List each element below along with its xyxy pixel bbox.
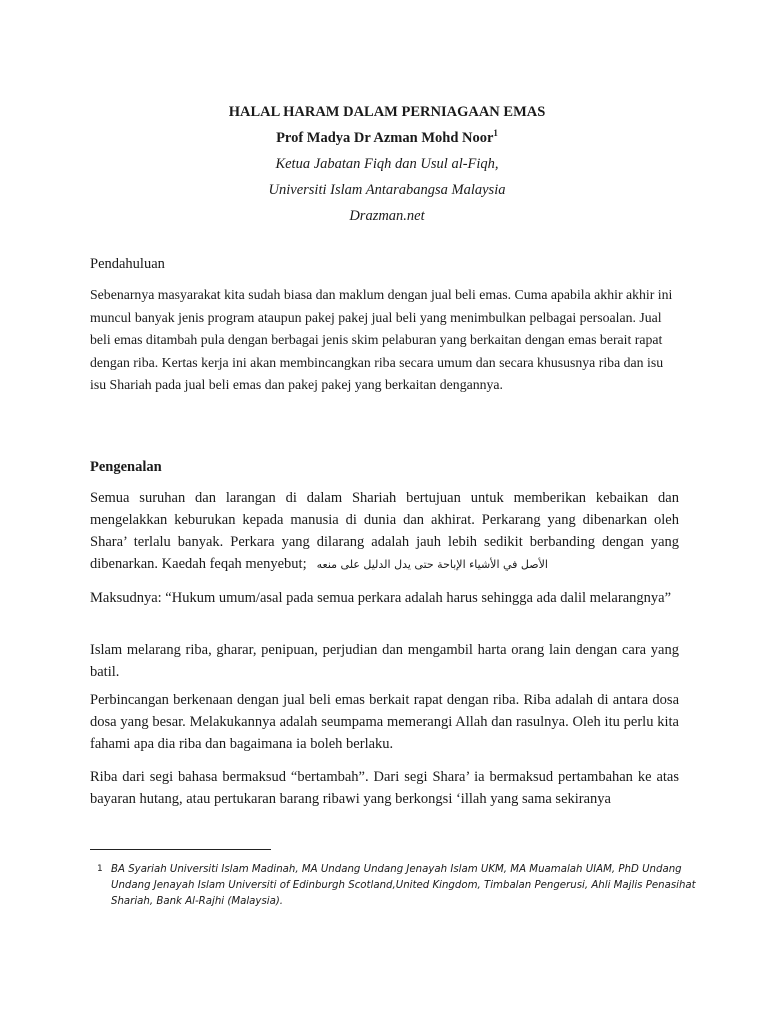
affiliation-university: Universiti Islam Antarabangsa Malaysia (268, 182, 506, 198)
author-footnote-ref[interactable]: 1 (493, 128, 498, 138)
section-heading: Pengenalan (90, 459, 162, 475)
footnote-text: BA Syariah Universiti Islam Madinah, MA Undang Undang Jenayah Islam UKM, MA Muamalah UIAM, PhD Undang Undang Jenayah Islam Universiti of Edinburgh Scotland,United Kingdom, Timbalan Pengerusi, Ahli Majlis Penasihat Shariah, Bank Al-Rajhi (Malaysia). (111, 864, 696, 907)
paragraph-3: Islam melarang riba, gharar, penipuan, perjudian dan mengambil harta orang lain dengan cara yang batil. (90, 642, 679, 680)
paragraph-5: Riba dari segi bahasa bermaksud “bertambah”. Dari segi Shara’ ia bermaksud pertambahan ke atas bayaran hutang, atau pertukaran barang ribawi yang berkongsi ‘illah yang sama sekiranya (90, 769, 679, 807)
footnote (97, 862, 697, 910)
author-website: Drazman.net (349, 208, 425, 224)
paragraph-1 (90, 487, 679, 576)
document-title: HALAL HARAM DALAM PERNIAGAAN EMAS (228, 104, 546, 120)
affiliation-department: Ketua Jabatan Fiqh dan Usul al-Fiqh, (275, 156, 499, 172)
footnote-mark: 1 (97, 864, 103, 874)
intro-heading: Pendahuluan (90, 256, 165, 272)
author-line (90, 125, 684, 151)
author-name: Prof Madya Dr Azman Mohd Noor (276, 130, 494, 146)
paragraph-4: Perbincangan berkenaan dengan jual beli emas berkait rapat dengan riba. Riba adalah di antara dosa dosa yang besar. Melakukannya adalah seumpama memerangi Allah dan rasulnya. Oleh itu perlu kita fahami apa dia riba dan bagaimana ia boleh berlaku. (90, 692, 679, 752)
document-header (90, 99, 684, 229)
intro-paragraph: Sebenarnya masyarakat kita sudah biasa dan maklum dengan jual beli emas. Cuma apabila akhir akhir ini muncul banyak jenis program ataupun pakej pakej jual beli yang menimbulkan pelbagai persoalan. Jual beli emas ditambah pula dengan berbagai jenis skim pelaburan yang berkaitan dengan emas berait rapat dengan riba. Kertas kerja ini akan membincangkan riba secara umum dan secara khususnya riba dan isu isu Shariah pada jual beli emas dan pakej pakej yang berkaitan dengannya. (90, 287, 673, 392)
paragraph-1-text: Semua suruhan dan larangan di dalam Shariah bertujuan untuk memberikan kebaikan dan mengelakkan keburukan kepada manusia di dunia dan akhirat. Perkarang yang dibenarkan oleh Shara’ terlalu banyak. Perkara yang dilarang adalah jauh lebih sedikit berbanding dengan yang dibenarkan. Kaedah feqah menyebut; (90, 490, 679, 572)
footnote-divider (90, 849, 271, 850)
paragraph-2: Maksudnya: “Hukum umum/asal pada semua perkara adalah harus sehingga ada dalil melarangnya” (90, 590, 671, 606)
arabic-maxim: الأصل في الأشياء الإباحة حتى يدل الدليل على منعه (316, 558, 548, 571)
